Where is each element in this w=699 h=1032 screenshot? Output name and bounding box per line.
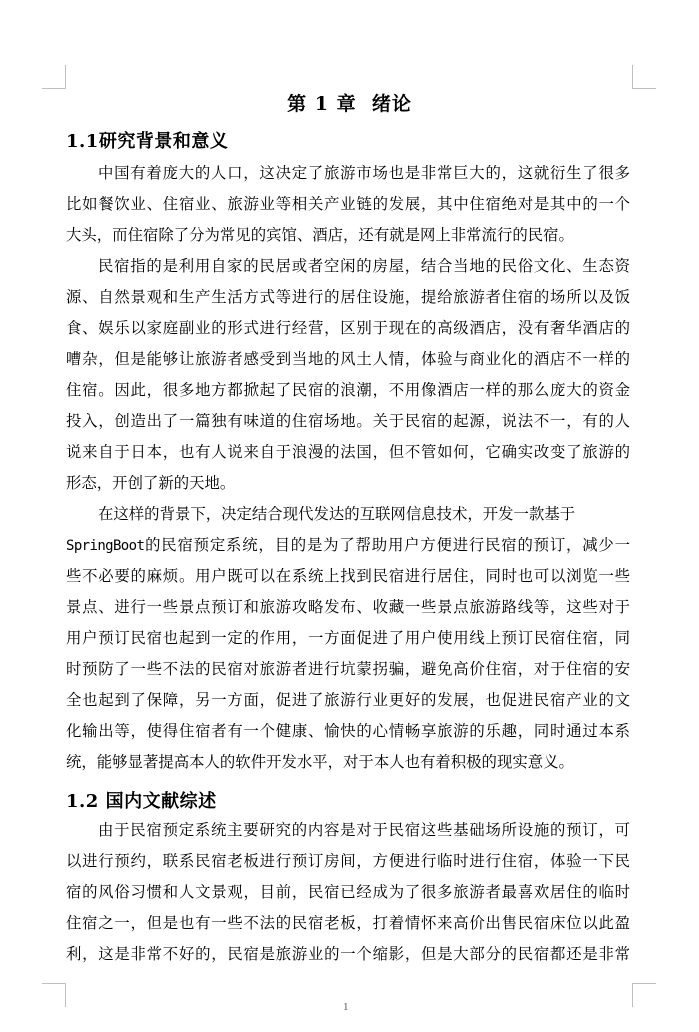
paragraph-line: 些不必要的麻烦。用户既可以在系统上找到民宿进行居住，同时也可以浏览一些 (66, 567, 630, 585)
paragraph-line: 时预防了一些不法的民宿对旅游者进行坑蒙拐骗，避免高价住宿，对于住宿的安 (66, 660, 630, 678)
page-number: 1 (343, 1001, 349, 1013)
paragraph-line: 中国有着庞大的人口，这决定了旅游市场也是非常巨大的，这就衍生了很多 (98, 164, 630, 182)
section-heading-1-2: 1.2 国内文献综述 (66, 791, 217, 812)
paragraph-line: 嘈杂，但是能够让旅游者感受到当地的风土人情，体验与商业化的酒店不一样的 (66, 350, 630, 368)
paragraph-line: 民宿指的是利用自家的民居或者空闲的房屋，结合当地的民俗文化、生态资 (98, 257, 630, 275)
paragraph-line: 利，这是非常不好的，民宿是旅游业的一个缩影，但是大部分的民宿都还是非常 (66, 945, 630, 963)
paragraph-line: 统，能够显著提高本人的软件开发水平，对于本人也有着积极的现实意义。 (66, 753, 574, 771)
crop-mark-bottom-left-h (42, 983, 66, 984)
paragraph-line: 住宿之一，但是也有一些不法的民宿老板，打着情怀来高价出售民宿床位以此盈 (66, 914, 630, 932)
crop-mark-bottom-left-v (65, 983, 66, 1007)
crop-mark-bottom-right-v (632, 983, 633, 1007)
paragraph-line: 在这样的背景下，决定结合现代发达的互联网信息技术，开发一款基于 (98, 505, 576, 523)
paragraph-line: 宿的风俗习惯和人文景观，目前，民宿已经成为了很多旅游者最喜欢居住的临时 (66, 883, 630, 901)
crop-mark-top-left-v (65, 65, 66, 89)
paragraph-line: 景点、进行一些景点预订和旅游攻略发布、收藏一些景点旅游路线等，这些对于 (66, 598, 630, 616)
inline-code-springboot: SpringBoot (66, 538, 145, 554)
paragraph-line: 大头，而住宿除了分为常见的宾馆、酒店，还有就是网上非常流行的民宿。 (66, 226, 574, 244)
paragraph-line: 形态，开创了新的天地。 (66, 474, 236, 492)
paragraph-line: 食、娱乐以家庭副业的形式进行经营，区别于现在的高级酒店，没有奢华酒店的 (66, 319, 630, 337)
paragraph-line: 说来自于日本，也有人说来自于浪漫的法国，但不管如何，它确实改变了旅游的 (66, 443, 630, 461)
paragraph-line-with-code (66, 535, 630, 555)
paragraph-line-text: 的民宿预定系统，目的是为了帮助用户方便进行民宿的预订，减少一 (144, 536, 630, 554)
crop-mark-top-right-v (632, 65, 633, 89)
section-heading-1-1: 1.1研究背景和意义 (66, 131, 229, 152)
paragraph-line: 投入，创造出了一篇独有味道的住宿场地。关于民宿的起源，说法不一，有的人 (66, 412, 630, 430)
paragraph-line: 由于民宿预定系统主要研究的内容是对于民宿这些基础场所设施的预订，可 (98, 821, 630, 839)
paragraph-line: 以进行预约，联系民宿老板进行预订房间，方便进行临时进行住宿，体验一下民 (66, 852, 630, 870)
paragraph-line: 住宿。因此，很多地方都掀起了民宿的浪潮，不用像酒店一样的那么庞大的资金 (66, 381, 630, 399)
paragraph-line: 用户预订民宿也起到一定的作用，一方面促进了用户使用线上预订民宿住宿，同 (66, 629, 630, 647)
paragraph-line: 化输出等，使得住宿者有一个健康、愉快的心情畅享旅游的乐趣，同时通过本系 (66, 722, 630, 740)
paragraph-line: 全也起到了保障，另一方面，促进了旅游行业更好的发展，也促进民宿产业的文 (66, 691, 630, 709)
paragraph-line: 源、自然景观和生产生活方式等进行的居住设施，提给旅游者住宿的场所以及饭 (66, 288, 630, 306)
paragraph-line: 比如餐饮业、住宿业、旅游业等相关产业链的发展，其中住宿绝对是其中的一个 (66, 195, 630, 213)
crop-mark-bottom-right-h (632, 983, 656, 984)
chapter-title: 第 1 章 绪论 (287, 93, 412, 115)
